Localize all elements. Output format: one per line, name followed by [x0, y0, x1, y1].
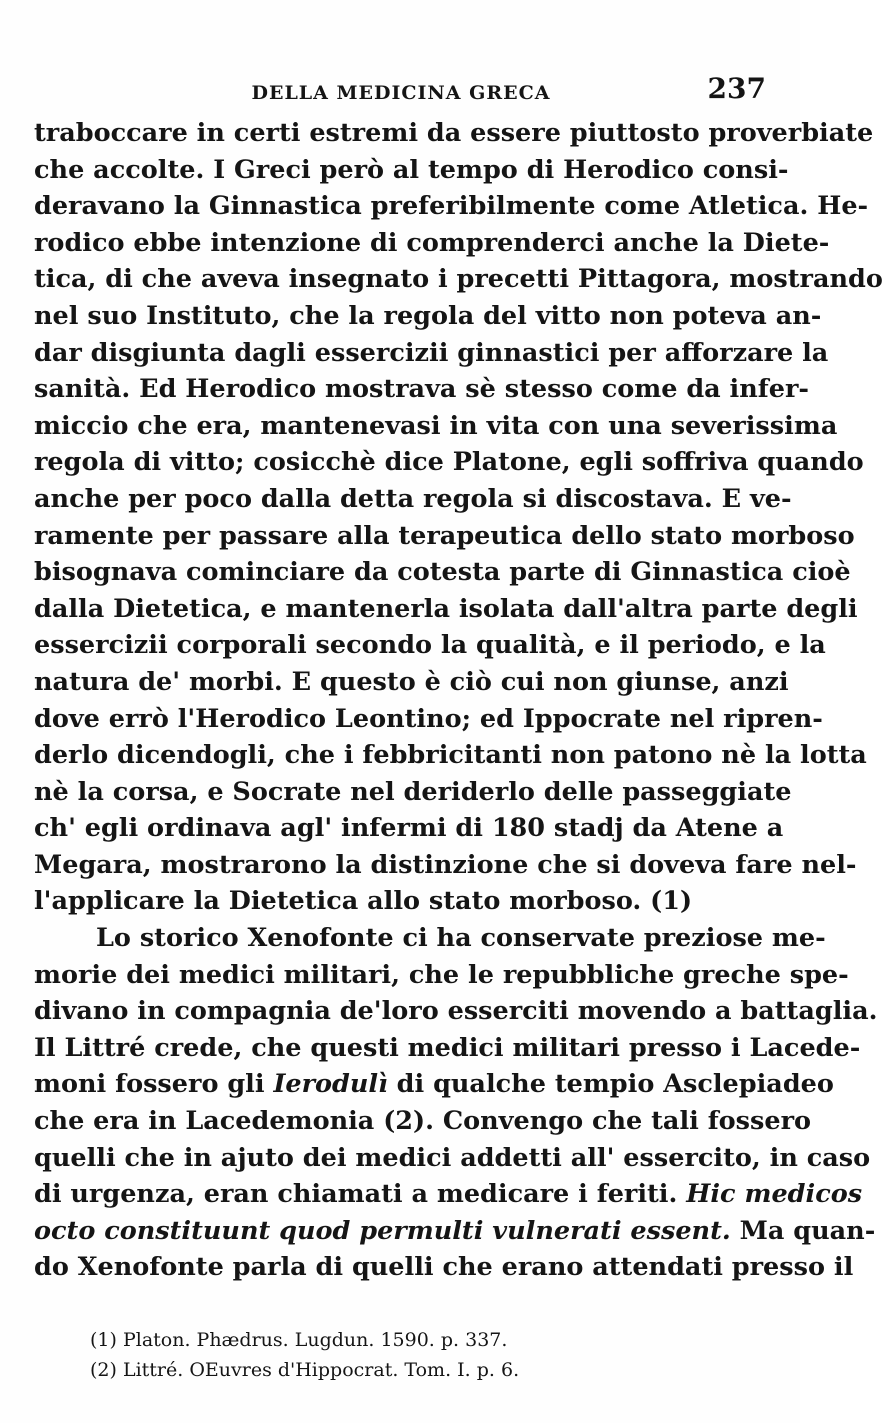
text-line: Lo storico Xenofonte ci ha conservate preziose me- — [96, 923, 826, 954]
text-line: tica, di che aveva insegnato i precetti Pittagora, mostrando — [34, 264, 883, 295]
text-line: miccio che era, mantenevasi in vita con una severissima — [34, 410, 838, 441]
running-header — [36, 72, 766, 114]
text-line: derlo dicendogli, che i febbricitanti non patono nè la lotta — [34, 740, 867, 771]
text-line: traboccare in certi estremi da essere piuttosto proverbiate — [34, 118, 874, 148]
text-line: quelli che in ajuto dei medici addetti all' essercito, in caso — [34, 1142, 871, 1173]
text-line: nel suo Instituto, che la regola del vitto non poteva an- — [34, 300, 822, 331]
text-line: dove errò l'Herodico Leontino; ed Ippocrate nel ripren- — [34, 703, 823, 734]
running-title: DELLA MEDICINA GRECA — [251, 82, 551, 104]
footnote: (1) Platon. Phædrus. Lugdun. 1590. p. 337. — [90, 1329, 508, 1351]
text-line: sanità. Ed Herodico mostrava sè stesso come da infer- — [34, 374, 809, 405]
footnotes — [90, 1325, 650, 1385]
text-line: Megara, mostrarono la distinzione che si doveva fare nel- — [34, 849, 857, 880]
text-line: ramente per passare alla terapeutica dello stato morboso — [34, 520, 855, 551]
text-line: deravano la Ginnastica preferibilmente come Atletica. He- — [34, 191, 869, 222]
text-line-mixed — [34, 1213, 876, 1250]
text-line: l'applicare la Dietetica allo stato morboso. (1) — [34, 886, 693, 917]
text-line: natura de' morbi. E questo è ciò cui non giunse, anzi — [34, 666, 789, 697]
text-line: morie dei medici militari, che le repubbliche greche spe- — [34, 959, 849, 990]
text-line: divano in compagnia de'loro esserciti movendo a battaglia. — [34, 996, 878, 1027]
text-line: essercizii corporali secondo la qualità, e il periodo, e la — [34, 630, 826, 661]
text-line-mixed — [34, 1176, 863, 1213]
text-line: dalla Dietetica, e mantenerla isolata dall'altra parte degli — [34, 593, 858, 624]
text-line: che accolte. I Greci però al tempo di Herodico consi- — [34, 154, 789, 185]
page-number: 237 — [707, 72, 766, 105]
text-line: dar disgiunta dagli essercizii ginnastici per afforzare la — [34, 337, 829, 368]
text-segment: Ma quan- — [739, 1215, 876, 1246]
italic-quote: octo constituunt quod permulti vulnerati essent. — [34, 1215, 731, 1246]
text-line: regola di vitto; cosicchè dice Platone, egli soffriva quando — [34, 447, 864, 478]
italic-term: Ierodulì — [273, 1069, 388, 1100]
text-line: nè la corsa, e Socrate nel deriderlo delle passeggiate — [34, 776, 792, 807]
text-line: anche per poco dalla detta regola si discostava. E ve- — [34, 483, 792, 514]
text-segment: di urgenza, eran chiamati a medicare i feriti. — [34, 1179, 678, 1210]
text-segment: moni fossero gli — [34, 1069, 265, 1100]
text-line-mixed — [34, 1066, 834, 1103]
text-line: che era in Lacedemonia (2). Convengo che tali fossero — [34, 1106, 812, 1137]
text-segment: di qualche tempio Asclepiadeo — [396, 1069, 834, 1100]
text-line: ch' egli ordinava agl' infermi di 180 stadj da Atene a — [34, 813, 784, 844]
text-line: Il Littré crede, che questi medici militari presso i Lacede- — [34, 1032, 861, 1063]
text-line: do Xenofonte parla di quelli che erano attendati presso il — [34, 1252, 854, 1283]
text-line: rodico ebbe intenzione di comprenderci anche la Diete- — [34, 227, 830, 258]
footnote: (2) Littré. OEuvres d'Hippocrat. Tom. I. p. 6. — [90, 1359, 520, 1381]
body-text — [34, 115, 883, 1286]
italic-quote: Hic medicos — [686, 1179, 863, 1210]
text-line: bisognava cominciare da cotesta parte di Ginnastica cioè — [34, 557, 851, 588]
